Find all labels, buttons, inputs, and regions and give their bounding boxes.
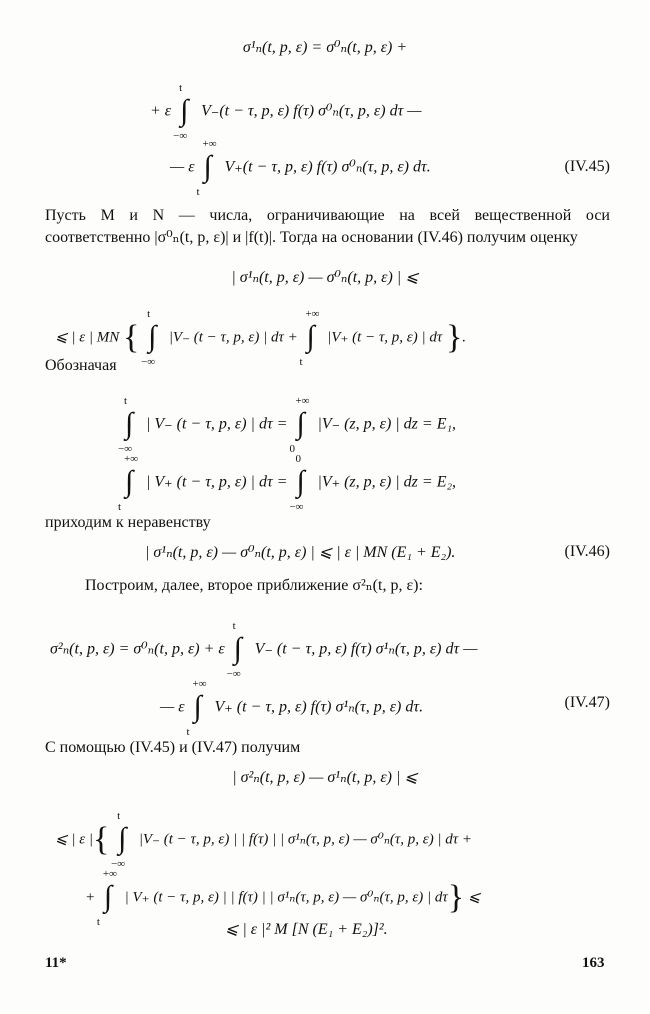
integral-sign: t ∫ −∞ (141, 308, 157, 368)
integral-sign: 0 ∫ −∞ (289, 453, 305, 513)
integral-sign: +∞ ∫ t (299, 308, 320, 368)
paragraph-5: С помощью (IV.45) и (IV.47) получим (45, 739, 301, 756)
page-number: 163 (582, 955, 605, 971)
definition-line-2: +∞ ∫ t | V₊ (t − τ, p, ε) | dτ = 0 ∫ −∞ |V₊ (z, p, ε) | dz = E₂, (118, 453, 457, 513)
eq-46: | σ¹ₙ(t, p, ε) — σ⁰ₙ(t, p, ε) | ⩽ | ε | MN (E₁ + E₂). (145, 544, 456, 561)
estimate-1-line-1: | σ¹ₙ(t, p, ε) — σ⁰ₙ(t, p, ε) | ⩽ (231, 269, 419, 286)
equation-number: (IV.46) (564, 543, 610, 560)
paragraph-1: Пусть M и N — числа, ограничивающие на всей вещественной оси соответственно |σ⁰ₙ(t, p, ε)| и |f(t)|. Тогда на основании (IV.46) получим оценку (45, 207, 610, 246)
integral-sign: t ∫ −∞ (226, 620, 242, 680)
equation-number: (IV.47) (564, 694, 610, 711)
eq-45-line-2: + ε t ∫ −∞ V₋(t − τ, p, ε) f(τ) σ⁰ₙ(τ, p, ε) dτ — (150, 82, 422, 142)
integral-sign: t ∫ −∞ (118, 395, 134, 455)
estimate-2-line-4: ⩽ | ε |² M [N (E₁ + E₂)]². (225, 921, 388, 938)
paragraph-4: Построим, далее, второе приближение σ²ₙ(t, p, ε): (85, 577, 423, 594)
eq-47-line-1: σ²ₙ(t, p, ε) = σ⁰ₙ(t, p, ε) + ε t ∫ −∞ V₋ (t − τ, p, ε) f(τ) σ¹ₙ(τ, p, ε) dτ — (50, 620, 478, 680)
estimate-2-line-3: + +∞ ∫ t | V₊ (t − τ, p, ε) | | f(τ) | | σ¹ₙ(τ, p, ε) — σ⁰ₙ(τ, p, ε) | dτ} ⩽ (85, 868, 481, 928)
integral-sign: t ∫ −∞ (173, 82, 189, 142)
eq-47-line-2: — ε +∞ ∫ t V₊ (t − τ, p, ε) f(τ) σ¹ₙ(τ, p, ε) dτ. (160, 678, 424, 738)
eq-45-line-1: σ¹ₙ(t, p, ε) = σ⁰ₙ(t, p, ε) + (242, 39, 408, 56)
estimate-2-line-1: | σ²ₙ(t, p, ε) — σ¹ₙ(t, p, ε) | ⩽ (232, 769, 418, 786)
paragraph-3: приходим к неравенству (45, 514, 211, 531)
integral-sign: +∞ ∫ t (196, 138, 217, 198)
definition-line-1: t ∫ −∞ | V₋ (t − τ, p, ε) | dτ = +∞ ∫ 0 |V₋ (z, p, ε) | dz = E₁, (118, 395, 457, 455)
signature-mark: 11* (45, 955, 67, 971)
integral-sign: +∞ ∫ 0 (289, 395, 310, 455)
integral-sign: +∞ ∫ t (96, 868, 117, 928)
integral-sign: t ∫ −∞ (111, 810, 127, 870)
integral-sign: +∞ ∫ t (186, 678, 207, 738)
paragraph-2: Обозначая (45, 357, 117, 374)
eq-45-line-3: — ε +∞ ∫ t V₊(t − τ, p, ε) f(τ) σ⁰ₙ(τ, p, ε) dτ. (170, 138, 431, 198)
estimate-2-line-2: ⩽ | ε |{ t ∫ −∞ |V₋ (t − τ, p, ε) | | f(τ) | | σ¹ₙ(τ, p, ε) — σ⁰ₙ(τ, p, ε) | dτ + (55, 810, 473, 870)
equation-number: (IV.45) (564, 158, 610, 175)
integral-sign: +∞ ∫ t (118, 453, 139, 513)
estimate-1-line-2: ⩽ | ε | MN { t ∫ −∞ |V₋ (t − τ, p, ε) | dτ + +∞ ∫ t |V₊ (t − τ, p, ε) | dτ }. (55, 308, 467, 368)
